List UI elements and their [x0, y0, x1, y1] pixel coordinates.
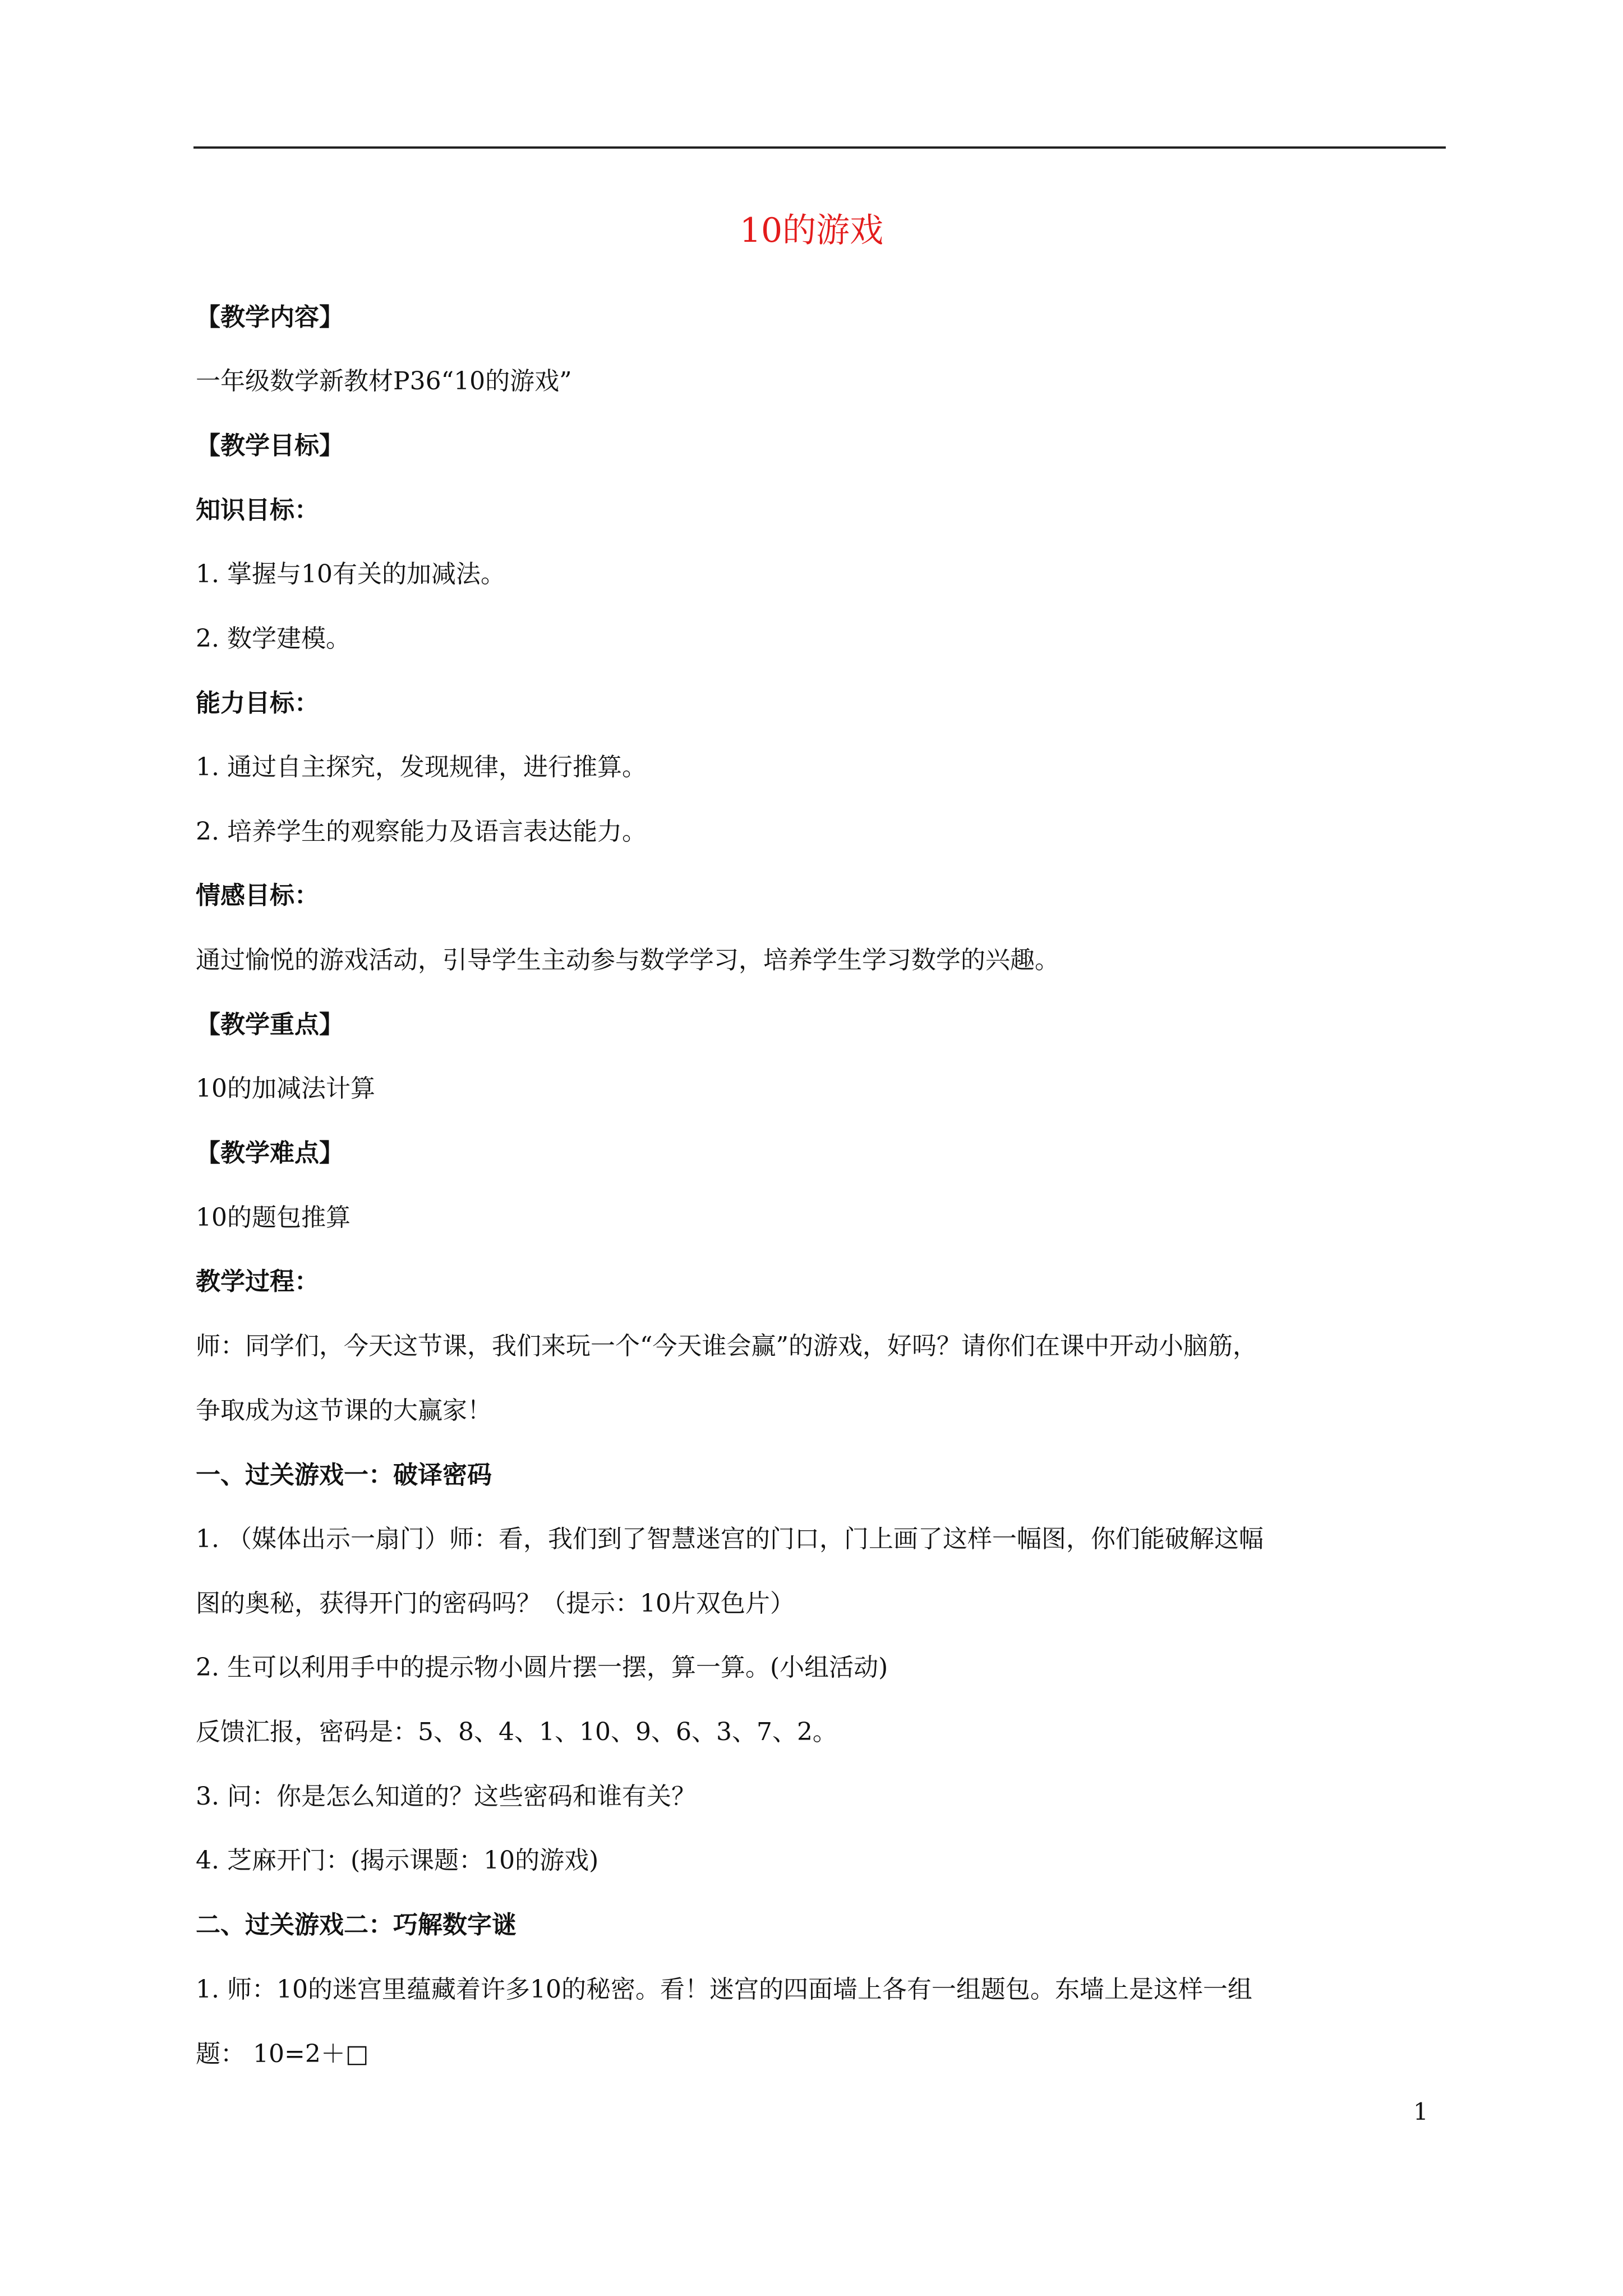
text-line: 反馈汇报，密码是：5、8、4、1、10、9、6、3、7、2。: [196, 1718, 837, 1746]
text-line: 2. 培养学生的观察能力及语言表达能力。: [196, 817, 647, 846]
text-line: 3. 问：你是怎么知道的？这些密码和谁有关？: [196, 1782, 696, 1811]
section-heading: 【教学目标】: [196, 431, 344, 460]
section-heading: 【教学重点】: [196, 1010, 344, 1039]
text-line: 2. 生可以利用手中的提示物小圆片摆一摆，算一算。(小组活动): [196, 1653, 888, 1682]
section-heading: 知识目标：: [196, 496, 319, 524]
section-heading: 二、过关游戏二：巧解数字谜: [196, 1911, 517, 1939]
text-line: 争取成为这节课的大赢家！: [196, 1396, 492, 1425]
section-heading: 能力目标：: [196, 689, 319, 717]
text-line: 1. 师：10的迷宫里蕴藏着许多10的秘密。看！迷宫的四面墙上各有一组题包。东墙上是这样一组: [196, 1975, 1252, 2004]
text-line: 2. 数学建模。: [196, 624, 351, 653]
text-line: 一年级数学新教材P36“10的游戏”: [196, 367, 572, 395]
section-heading: 情感目标：: [196, 881, 319, 910]
text-line: 1. 掌握与10有关的加减法。: [196, 560, 505, 588]
text-line: 10的加减法计算: [196, 1074, 375, 1103]
section-heading: 【教学难点】: [196, 1139, 344, 1167]
text-line: 图的奥秘，获得开门的密码吗？（提示：10片双色片）: [196, 1589, 795, 1618]
header-rule: [193, 146, 1446, 149]
page-number: 1: [1413, 2098, 1428, 2125]
document-title: 10的游戏: [739, 211, 884, 250]
section-heading: 教学过程：: [196, 1267, 319, 1296]
text-line: 通过愉悦的游戏活动，引导学生主动参与数学学习，培养学生学习数学的兴趣。: [196, 946, 1059, 974]
section-heading: 一、过关游戏一：破译密码: [196, 1461, 492, 1489]
text-line: 1. （媒体出示一扇门）师：看，我们到了智慧迷宫的门口，门上画了这样一幅图，你们能破解这幅: [196, 1525, 1264, 1553]
text-line: 题： 10=2＋□: [196, 2040, 369, 2068]
text-line: 1. 通过自主探究，发现规律，进行推算。: [196, 753, 647, 781]
text-line: 4. 芝麻开门：(揭示课题：10的游戏): [196, 1846, 599, 1875]
section-heading: 【教学内容】: [196, 303, 344, 332]
text-line: 师：同学们，今天这节课，我们来玩一个“今天谁会赢”的游戏，好吗？请你们在课中开动小脑筋，: [196, 1332, 1257, 1360]
text-line: 10的题包推算: [196, 1203, 351, 1232]
